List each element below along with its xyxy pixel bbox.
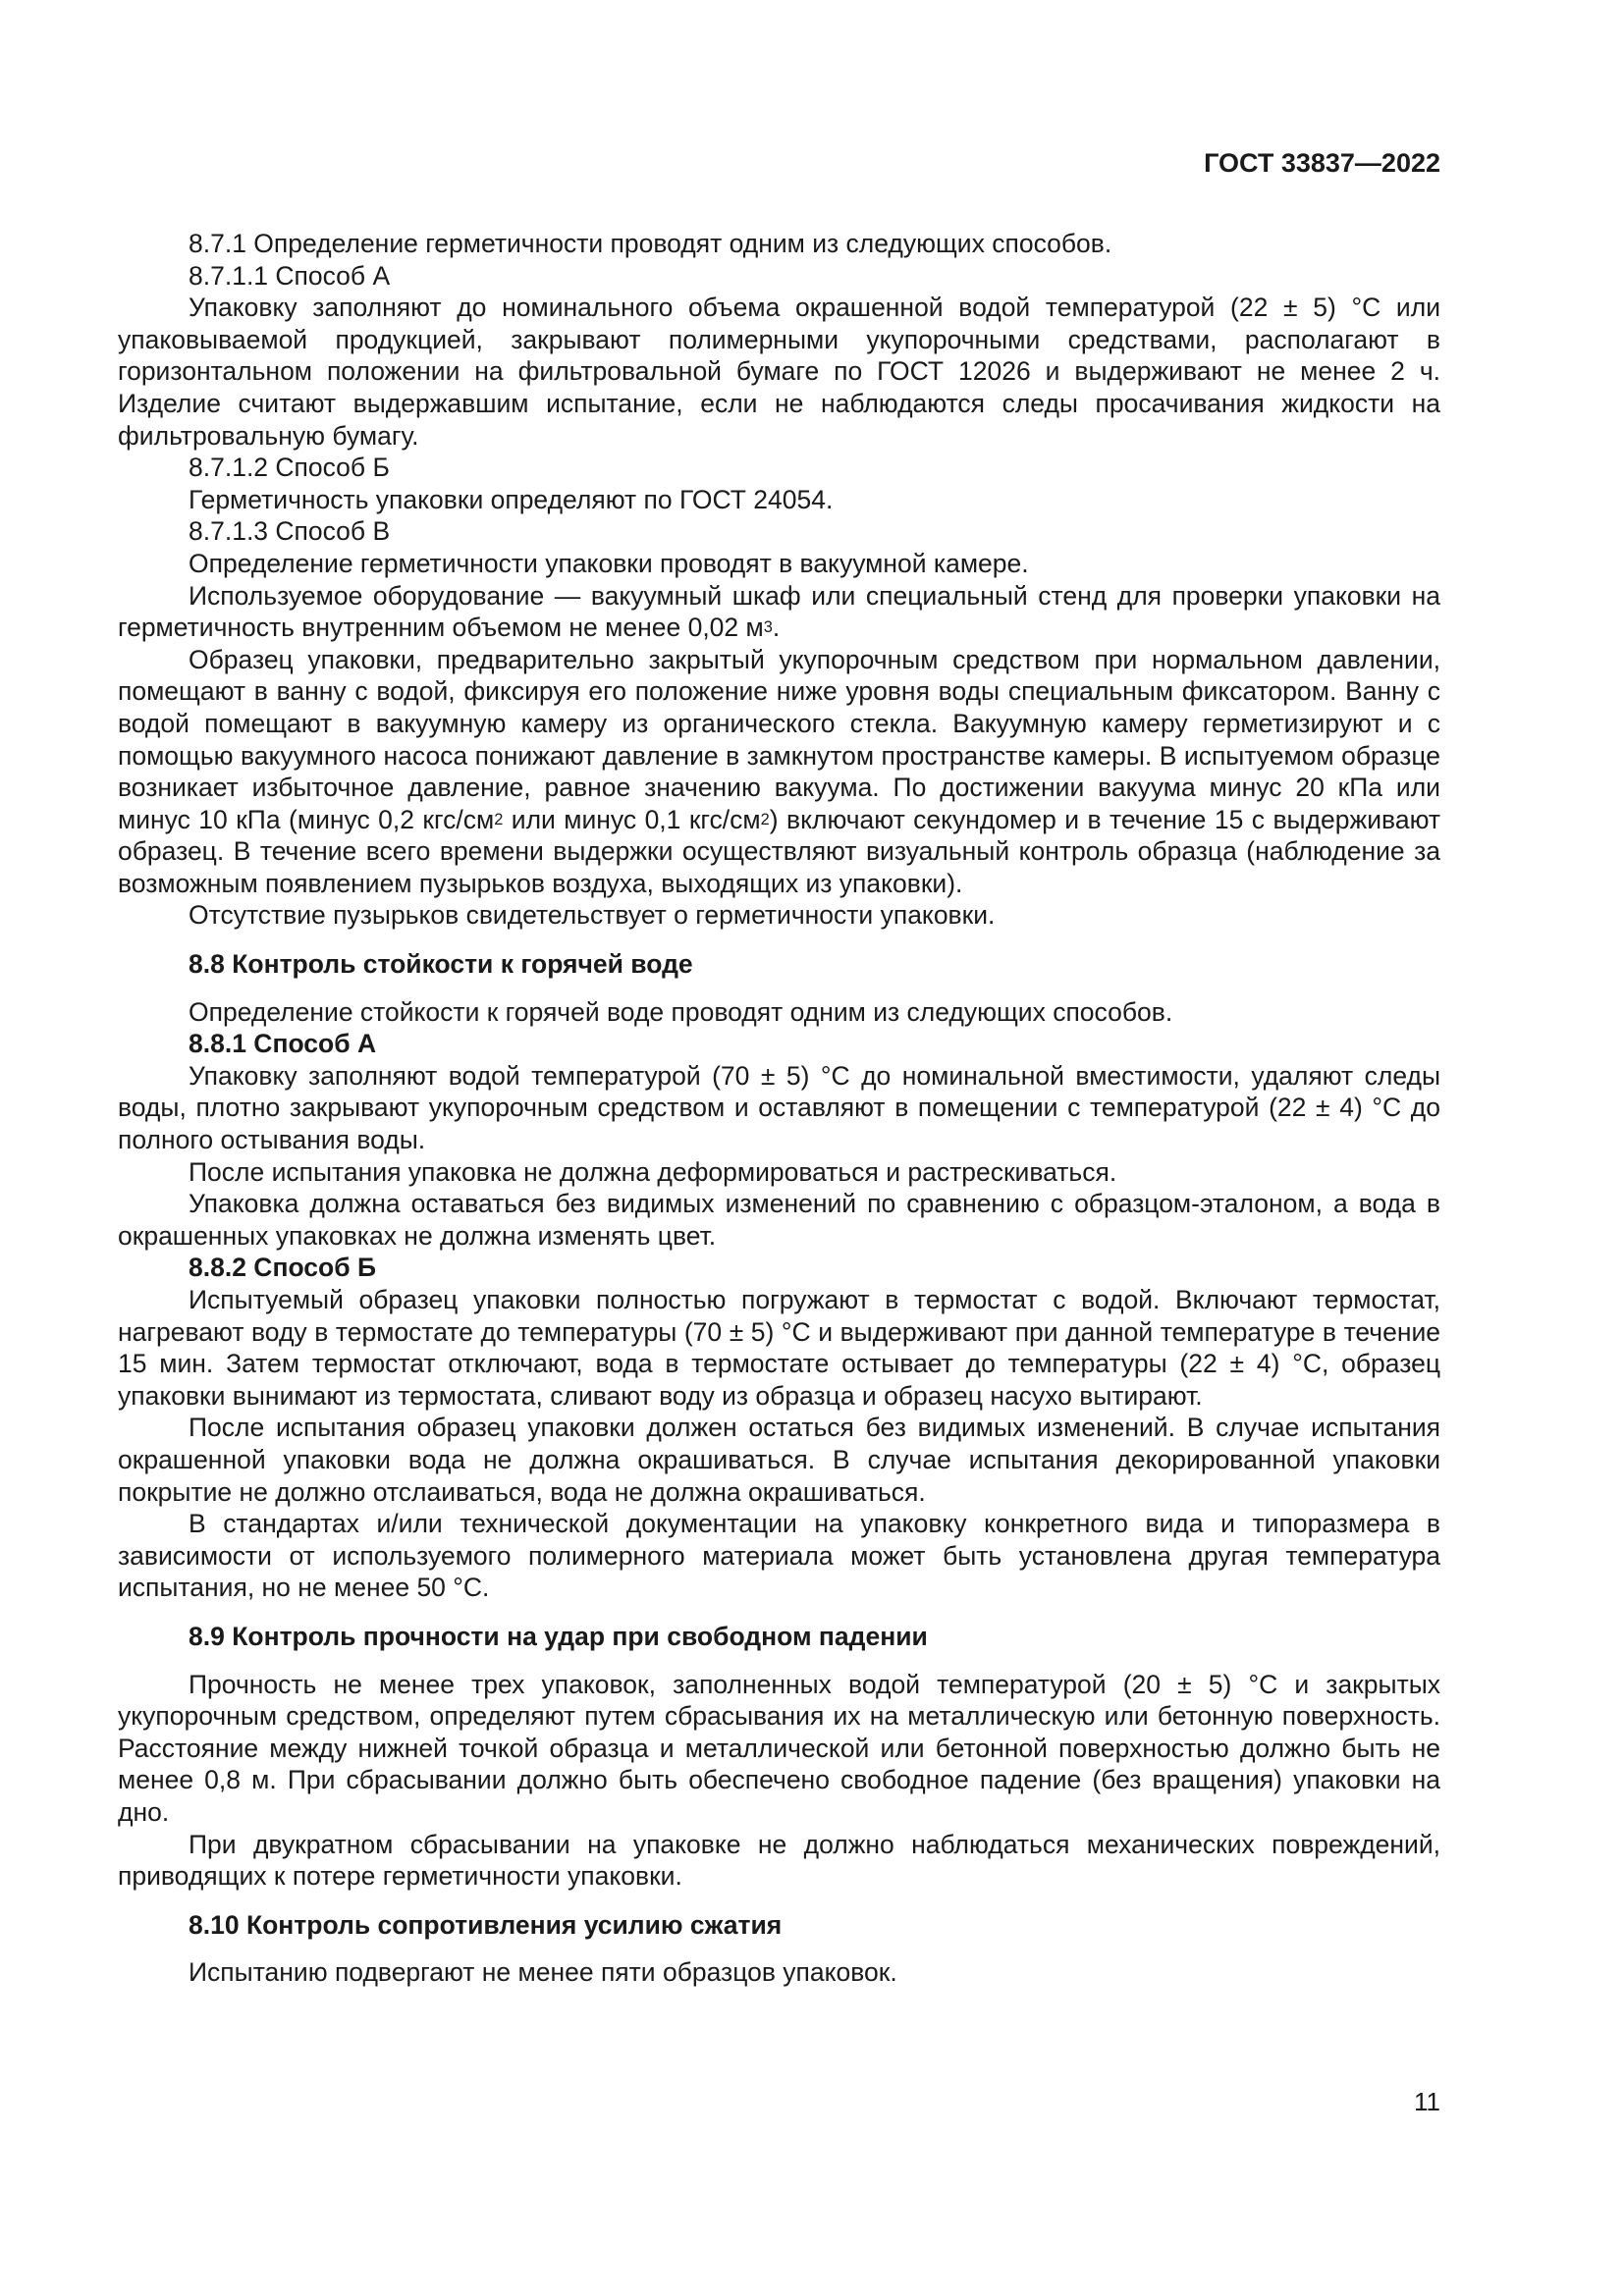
paragraph-8-7-1: 8.7.1 Определение герметичности проводят одним из следующих способов. [189, 229, 1112, 258]
paragraph-8-7-1-1: Упаковку заполняют до номинального объема окрашенной водой температурой (22 ± 5) °С или упаковываемой продукцией, закрывают полимерными укупорочными средствами, располагают в горизонтальном положении на фильтровальной бумаге по ГОСТ 12026 и выдерживают не менее 2 ч. Изделие считают выдержавшим испытание, если не наблюдаются следы просачивания жидкости на фильтровальную бумагу. [118, 293, 1440, 451]
subsection-title-8-7-1-2: 8.7.1.2 Способ Б [189, 453, 390, 483]
section-heading-8-8: 8.8 Контроль стойкости к горячей воде [189, 949, 693, 980]
paragraph-8-8-2-b: После испытания образец упаковки должен остаться без видимых изменений. В случае испытания окрашенной упаковки вода не должна окрашиваться. В случае испытания декорированной упаковки покрытие не должно отслаиваться, вода не должна окрашиваться. [118, 1413, 1440, 1507]
paragraph-8-7-1-3-b [118, 580, 1440, 644]
page-number: 11 [1414, 2087, 1440, 2116]
paragraph-8-9-a: Прочность не менее трех упаковок, заполненных водой температурой (20 ± 5) °С и закрытых укупорочным средством, определяют путем сбрасывания их на металлическую или бетонную поверхность. Расстояние между нижней точкой образца и металлической или бетонной поверхностью должно быть не менее 0,8 м. При сбрасывании должно быть обеспечено свободное падение (без вращения) упаковки на дно. [118, 1669, 1440, 1827]
subsection-heading-8-8-2: 8.8.2 Способ Б [189, 1253, 376, 1283]
subsection-title-8-7-1-1: 8.7.1.1 Способ А [189, 260, 391, 291]
section-heading-8-9: 8.9 Контроль прочности на удар при свободном падении [189, 1621, 928, 1651]
superscript: 3 [763, 618, 773, 637]
paragraph-8-7-1-3-d: Отсутствие пузырьков свидетельствует о герметичности упаковки. [189, 900, 996, 931]
subsection-heading-8-8-1: 8.8.1 Способ А [189, 1029, 377, 1059]
paragraph-8-8-1-c: Упаковка должна оставаться без видимых изменений по сравнению с образцом-эталоном, а вода в окрашенных упаковках не должна изменять цвет. [118, 1189, 1440, 1251]
text-run: Используемое оборудование — вакуумный шкаф или специальный стенд для проверки упаковки на герметичность внутренним объемом не менее 0,02 м [118, 580, 1440, 643]
paragraph-8-7-1-3-c [118, 644, 1440, 900]
text-run: Образец упаковки, предварительно закрытый укупорочным средством при нормальном давлении, помещают в ванну с водой, фиксируя его положение ниже уровня воды специальным фиксатором. Ванну с водой помещают в вакуумную камеру из органического стекла. Вакуумную камеру герметизируют и с помощью вакуумного насоса понижают давление в замкнутом пространстве камеры. В испытуемом образце возникает избыточное давление, равное значению вакуума. По достижении вакуума минус 20 кПа или минус 10 кПа (минус 0,2 кгс/см [118, 644, 1440, 834]
text-run: или минус 0,1 кгс/см [503, 804, 761, 834]
document-body [118, 228, 1440, 1989]
paragraph-8-7-1-3-a: Определение герметичности упаковки проводят в вакуумной камере. [189, 548, 1029, 578]
paragraph-8-8: Определение стойкости к горячей воде проводят одним из следующих способов. [189, 996, 1173, 1027]
paragraph-8-8-2-a: Испытуемый образец упаковки полностью погружают в термостат с водой. Включают термостат, нагревают воду в термостате до температуры (70 ± 5) °С и выдерживают при данной температуре в течение 15 мин. Затем термостат отключают, вода в термостате остывает до температуры (22 ± 4) °С, образец упаковки вынимают из термостата, сливают воду из образца и образец насухо вытирают. [118, 1285, 1440, 1411]
paragraph-8-10: Испытанию подвергают не менее пяти образцов упаковок. [189, 1957, 897, 1988]
text-run: ) включают секундомер и в течение 15 с выдерживают образец. В течение всего времени выдержки осуществляют визуальный контроль образца (наблюдение за возможным появлением пузырьков воздуха, выходящих из упаковки). [118, 804, 1440, 898]
superscript: 2 [494, 810, 504, 828]
paragraph-8-8-1-b: После испытания упаковка не должна деформироваться и растрескиваться. [189, 1156, 1117, 1187]
text-run: . [772, 613, 781, 643]
document-code: ГОСТ 33837—2022 [1204, 148, 1440, 178]
section-heading-8-10: 8.10 Контроль сопротивления усилию сжатия [189, 1909, 783, 1940]
paragraph-8-8-1-a: Упаковку заполняют водой температурой (70 ± 5) °С до номинальной вместимости, удаляют следы воды, плотно закрывают укупорочным средством и оставляют в помещении с температурой (22 ± 4) °С до полного остывания воды. [118, 1060, 1440, 1155]
superscript: 2 [760, 810, 770, 828]
subsection-title-8-7-1-3: 8.7.1.3 Способ В [189, 516, 391, 547]
paragraph-8-7-1-2: Герметичность упаковки определяют по ГОСТ 24054. [189, 484, 834, 514]
paragraph-8-8-2-c: В стандартах и/или технической документации на упаковку конкретного вида и типоразмера в зависимости от используемого полимерного материала может быть установлена другая температура испытания, но не менее 50 °С. [118, 1509, 1440, 1603]
paragraph-8-9-b: При двукратном сбрасывании на упаковке не должно наблюдаться механических повреждений, приводящих к потере герметичности упаковки. [118, 1829, 1440, 1892]
